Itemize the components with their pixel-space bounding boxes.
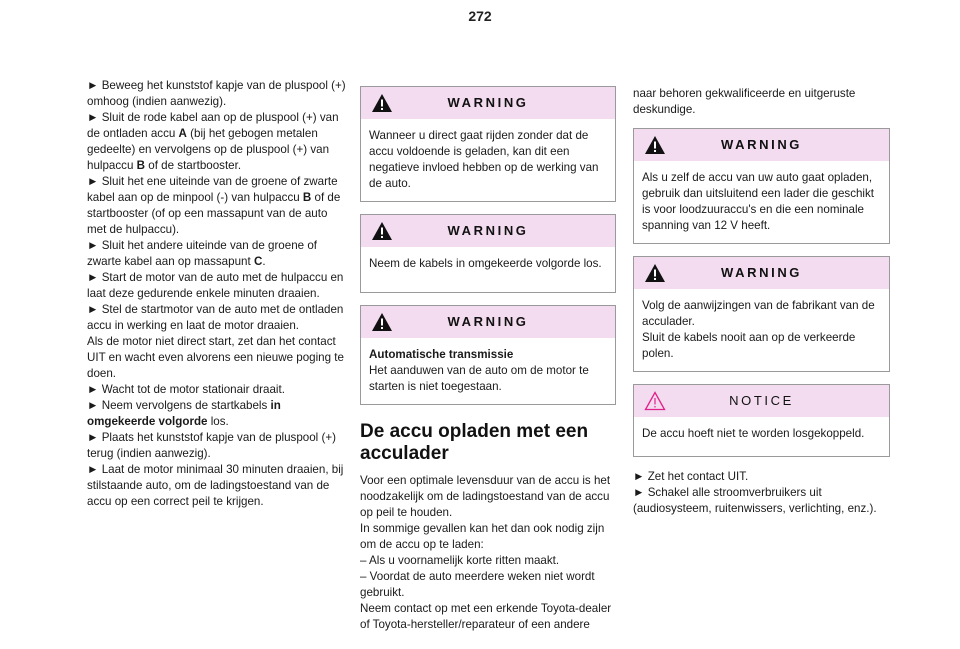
paragraph-2: In sommige gevallen kan het dan ook nodig zijn om de accu op te laden:: [360, 522, 605, 551]
warning-text: [634, 289, 889, 371]
instruction-9: ► Neem vervolgens de startkabels in omgekeerde volgorde los.: [87, 399, 281, 428]
instruction-ignition-off: ► Zet het contact UIT.: [633, 470, 749, 483]
warning-title: WARNING: [447, 223, 529, 238]
column-left: [87, 78, 347, 510]
warning-text: Wanneer u direct gaat rijden zonder dat de accu voldoende is geladen, kan dit een negatieve invloed hebben op de werking van de auto.: [369, 129, 599, 190]
instruction-2: ► Sluit de rode kabel aan op de pluspool (+) van de ontladen accu A (bij het gebogen metalen gedeelte) en vervolgens op de pluspool (+) van hulpaccu B of de startbooster.: [87, 111, 339, 172]
warning-text: Als u zelf de accu van uw auto gaat opladen, gebruik dan uitsluitend een lader die geschikt is voor loodzuuraccu's en die een nominale spanning van 12 V heeft.: [642, 171, 875, 232]
warning-box-3: [360, 305, 616, 405]
warning-text-line-2: Sluit de kabels nooit aan op de verkeerde polen.: [642, 331, 856, 360]
instruction-7: Als de motor niet direct start, zet dan het contact UIT en wacht even alvorens een nieuwe poging te doen.: [87, 335, 344, 380]
warning-text-line-1: Volg de aanwijzingen van de fabrikant van de acculader.: [642, 299, 875, 328]
warning-title: WARNING: [720, 265, 803, 280]
warning-text: Neem de kabels in omgekeerde volgorde los.: [369, 257, 602, 270]
notice-text: De accu hoeft niet te worden losgekoppeld.: [642, 427, 865, 440]
warning-header: [361, 306, 615, 338]
section-title: De accu opladen met een acculader: [360, 421, 589, 464]
warning-box-2: [360, 214, 616, 293]
notice-title: NOTICE: [729, 393, 794, 408]
paragraph-3: Neem contact op met een erkende Toyota-dealer of Toyota-hersteller/reparateur of een andere: [360, 602, 612, 631]
instruction-3: ► Sluit het ene uiteinde van de groene of zwarte kabel aan op de minpool (-) van hulpaccu B of de startbooster (of op een massapunt van de auto met de hulpaccu).: [87, 175, 341, 236]
paragraph-continuation: naar behoren gekwalificeerde en uitgeruste deskundige.: [633, 87, 856, 116]
instruction-1: ► Beweeg het kunststof kapje van de pluspool (+) omhoog (indien aanwezig).: [87, 79, 346, 108]
warning-header: [634, 129, 889, 161]
warning-subtitle: Automatische transmissie: [369, 348, 514, 361]
warning-text-body: Het aanduwen van de auto om de motor te starten is niet toegestaan.: [369, 364, 589, 393]
page-number: 272: [468, 8, 492, 24]
notice-box: [633, 384, 890, 457]
instruction-11: ► Laat de motor minimaal 30 minuten draaien, bij stilstaande auto, om de ladingstoestand van de accu op een correct peil te krijgen.: [87, 463, 344, 508]
notice-header: [634, 385, 889, 417]
instruction-10: ► Plaats het kunststof kapje van de pluspool (+) terug (indien aanwezig).: [87, 431, 336, 460]
instruction-4: ► Sluit het andere uiteinde van de groene of zwarte kabel aan op massapunt C.: [87, 239, 317, 268]
warning-box-5: [633, 256, 890, 372]
instruction-8: ► Wacht tot de motor stationair draait.: [87, 383, 285, 396]
list-item-2: – Voordat de auto meerdere weken niet wordt gebruikt.: [360, 570, 595, 599]
warning-header: [634, 257, 889, 289]
warning-title: WARNING: [447, 314, 529, 329]
warning-header: [361, 87, 615, 119]
list-item-1: – Als u voornamelijk korte ritten maakt.: [360, 554, 560, 567]
column-middle: [360, 86, 616, 633]
column-right: [633, 86, 890, 517]
warning-box-1: [360, 86, 616, 202]
instruction-6: ► Stel de startmotor van de auto met de ontladen accu in werking en laat de motor draaien.: [87, 303, 344, 332]
paragraph-1: Voor een optimale levensduur van de accu is het noodzakelijk om de ladingstoestand van de accu op peil te houden.: [360, 474, 611, 519]
instruction-5: ► Start de motor van de auto met de hulpaccu en laat deze gedurende enkele minuten draaien.: [87, 271, 344, 300]
warning-title: WARNING: [447, 95, 529, 110]
warning-text: [361, 338, 615, 404]
warning-title: WARNING: [720, 137, 803, 152]
instruction-consumers-off: ► Schakel alle stroomverbruikers uit (audiosysteem, ruitenwissers, verlichting, enz.).: [633, 486, 877, 515]
warning-box-4: [633, 128, 890, 244]
warning-header: [361, 215, 615, 247]
